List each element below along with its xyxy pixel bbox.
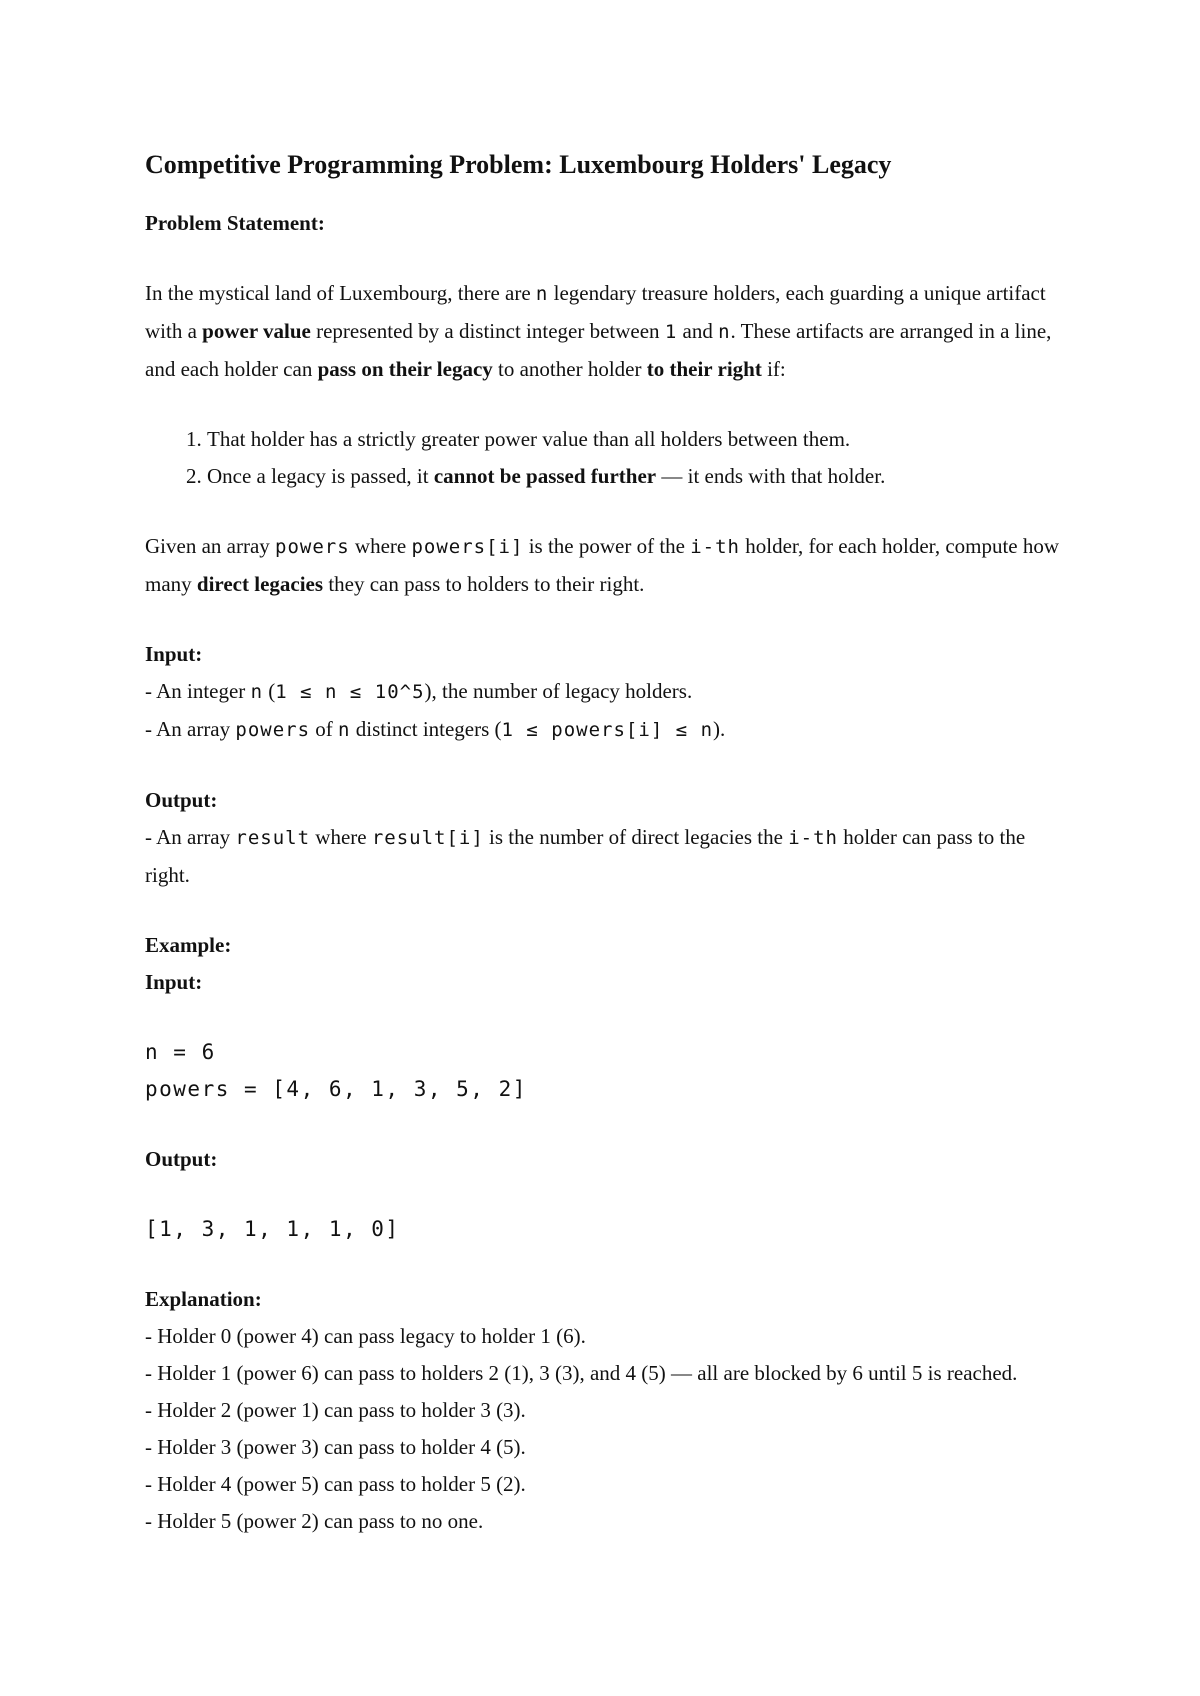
text-run: legendary treasure holders, each guarding a unique artifact with a [145, 281, 1046, 343]
text-run: . These artifacts are arranged in a line, and each holder can [145, 319, 1052, 381]
spacer [145, 242, 1065, 275]
text-run: of [310, 717, 339, 741]
text-run: to another holder [492, 357, 647, 381]
input-line [145, 673, 1065, 711]
output-section [145, 782, 1065, 894]
inline-code: powers[i] [411, 536, 524, 558]
text-run: In the mystical land of Luxembourg, there are [145, 281, 536, 305]
text-run: Once a legacy is passed, it [207, 464, 434, 488]
text-run: ). [713, 717, 726, 741]
problem-statement-paragraph [145, 275, 1065, 388]
inline-code: n [338, 719, 351, 741]
text-run: is the number of direct legacies the [483, 825, 789, 849]
explanation-line: - Holder 0 (power 4) can pass legacy to holder 1 (6). [145, 1324, 586, 1348]
code-line: powers = [4, 6, 1, 3, 5, 2] [145, 1077, 527, 1101]
inline-code: i-th [788, 827, 838, 849]
bold-text: cannot be passed further [433, 464, 657, 488]
inline-code: n [718, 321, 731, 343]
inline-code: powers [275, 536, 350, 558]
spacer [145, 1178, 1065, 1211]
explanation-line: - Holder 1 (power 6) can pass to holders 2 (1), 3 (3), and 4 (5) — all are blocked by 6 until 5 is reached. [145, 1361, 1018, 1385]
text-run: - An integer [145, 679, 251, 703]
rules-list [145, 421, 1065, 495]
output-heading: Output: [145, 788, 218, 812]
text-run: and [677, 319, 719, 343]
inline-code: powers [235, 719, 311, 741]
explanation-line: - Holder 2 (power 1) can pass to holder 3 (3). [145, 1398, 526, 1422]
rule-item: 1. That holder has a strictly greater power value than all holders between them. [207, 421, 1065, 458]
text-run: - An array [145, 825, 236, 849]
example-heading: Example: [145, 933, 232, 957]
text-run: is the power of the [523, 534, 691, 558]
text-run: distinct integers ( [350, 717, 502, 741]
rule-item [207, 458, 1065, 495]
example-input-code [145, 1034, 1065, 1108]
text-run: holder can pass to the right. [145, 825, 1026, 887]
task-paragraph [145, 528, 1065, 603]
problem-statement-heading: Problem Statement: [145, 211, 325, 235]
text-run: holder, for each holder, compute how many [145, 534, 1060, 596]
inline-code: 1 ≤ powers[i] ≤ n [501, 719, 714, 741]
input-line [145, 711, 1065, 749]
bold-text: direct legacies [196, 572, 324, 596]
inline-code: 1 ≤ n ≤ 10^5 [275, 681, 425, 703]
inline-code: result [235, 827, 311, 849]
inline-code: n [535, 283, 549, 305]
explanation-line: - Holder 5 (power 2) can pass to no one. [145, 1509, 484, 1533]
code-line: n = 6 [145, 1040, 216, 1064]
bold-text: power value [202, 319, 311, 343]
text-run: represented by a distinct integer between [310, 319, 665, 343]
text-run: Given an array [145, 534, 276, 558]
text-run: ( [263, 679, 276, 703]
explanation-heading: Explanation: [145, 1287, 262, 1311]
document-page [145, 145, 1065, 1540]
text-run: they can pass to holders to their right. [323, 572, 645, 596]
inline-code: i-th [690, 536, 740, 558]
example-input-heading: Input: [145, 970, 203, 994]
spacer [145, 1001, 1065, 1034]
inline-code: result[i] [371, 827, 484, 849]
example-output-heading: Output: [145, 1147, 218, 1171]
inline-code: 1 [664, 321, 678, 343]
page-title: Competitive Programming Problem: Luxembourg Holders' Legacy [145, 150, 892, 179]
explanation-section [145, 1281, 1065, 1540]
text-run: ), the number of legacy holders. [424, 679, 693, 703]
text-run: — it ends with that holder. [656, 464, 886, 488]
output-line [145, 819, 1065, 894]
text-run: if: [761, 357, 786, 381]
explanation-line: - Holder 4 (power 5) can pass to holder 5 (2). [145, 1472, 526, 1496]
input-section [145, 636, 1065, 749]
text-run: - An array [145, 717, 236, 741]
inline-code: n [250, 681, 264, 703]
text-run: where [349, 534, 412, 558]
text-run: where [310, 825, 372, 849]
bold-text: pass on their legacy [317, 357, 493, 381]
bold-text: to their right [646, 357, 762, 381]
example-section [145, 927, 1065, 1248]
example-output-code: [1, 3, 1, 1, 1, 0] [145, 1217, 400, 1241]
explanation-line: - Holder 3 (power 3) can pass to holder 4 (5). [145, 1435, 526, 1459]
input-heading: Input: [145, 642, 203, 666]
